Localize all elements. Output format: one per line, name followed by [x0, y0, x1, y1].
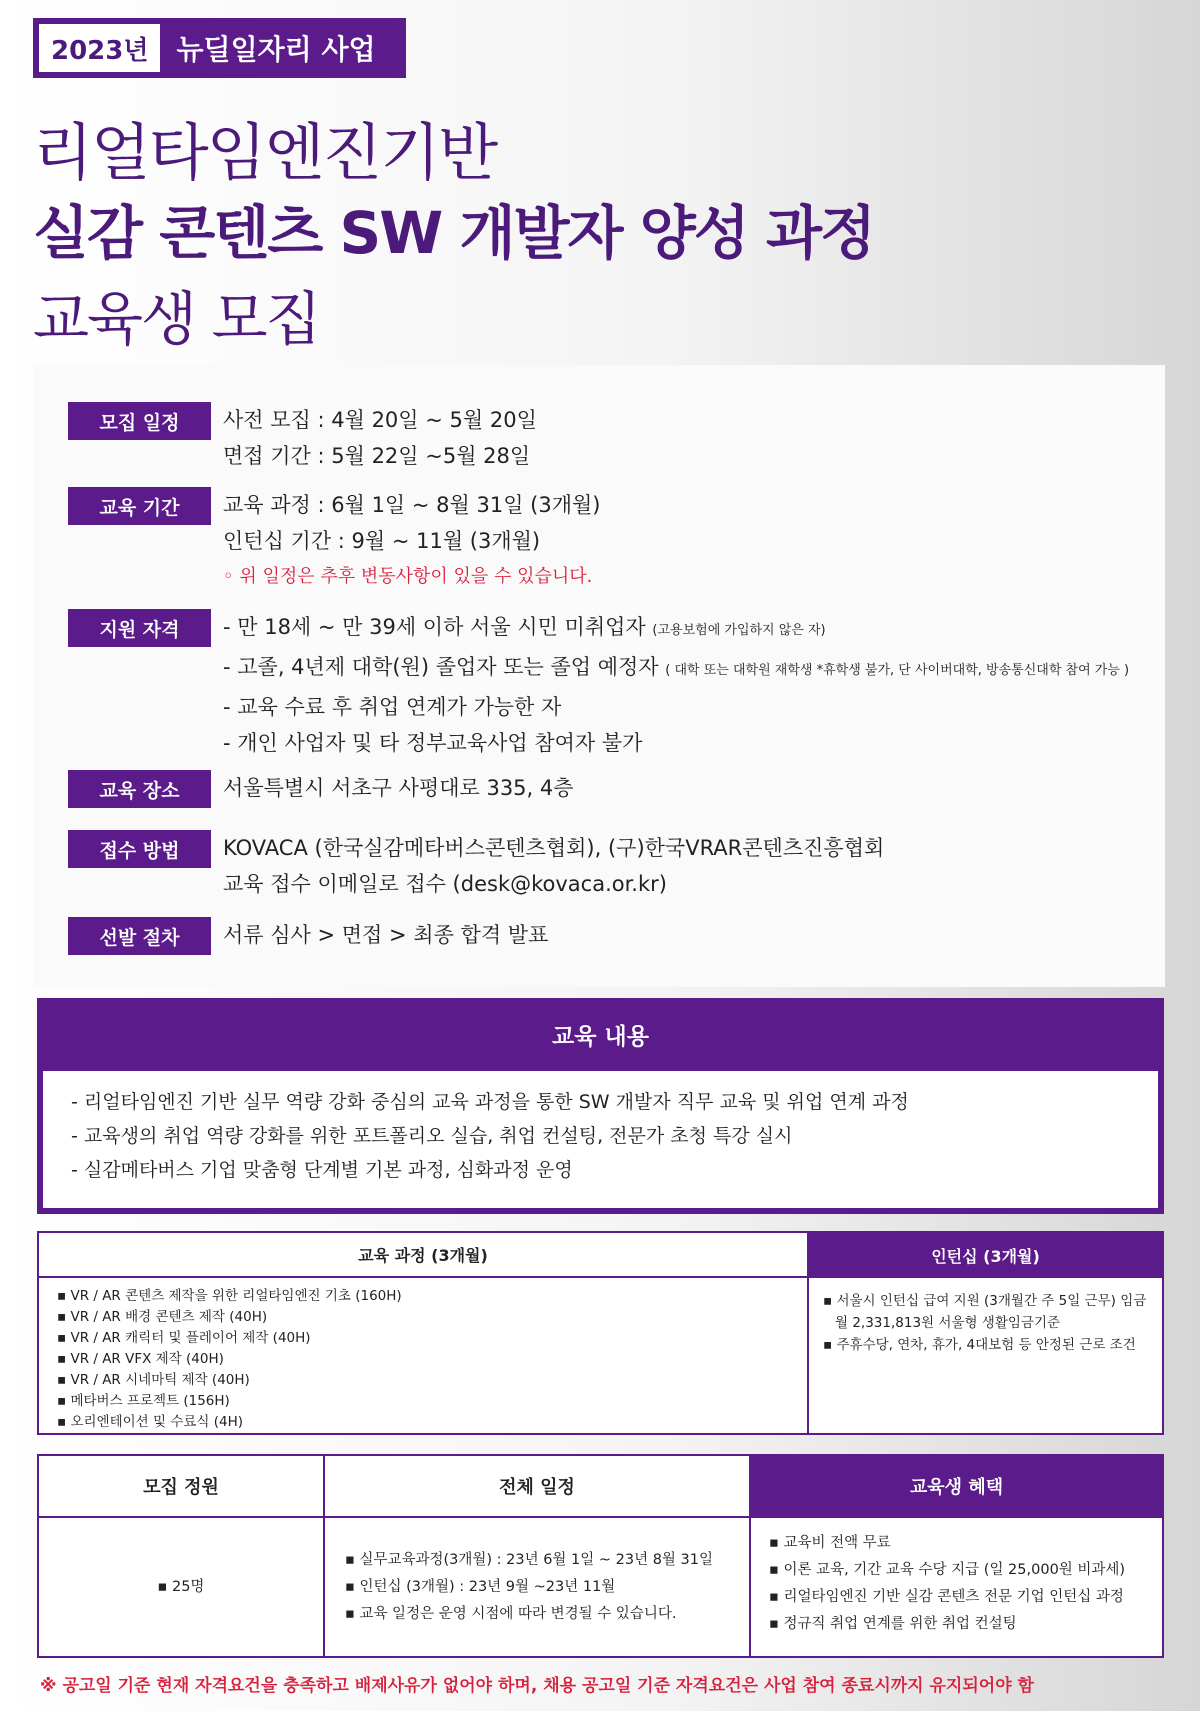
intern-item: ▪ 주휴수당, 연차, 휴가, 4대보험 등 안정된 근로 조건: [823, 1334, 1148, 1356]
apply-line-2: 교육 접수 이메일로 접수 (desk@kovaca.or.kr): [223, 872, 667, 896]
summary-table: [37, 1454, 1164, 1658]
course-item: ▪ VR / AR 시네마틱 제작 (40H): [57, 1370, 789, 1391]
course-column: [39, 1233, 809, 1433]
period-note: ◦ 위 일정은 추후 변동사항이 있을 수 있습니다.: [223, 566, 593, 587]
benefit-item: ▪ 이론 교육, 기간 교육 수당 지급 (일 25,000원 비과세): [769, 1557, 1125, 1584]
intern-item: ▪ 서울시 인턴십 급여 지원 (3개월간 주 5일 근무) 임금 월 2,331,813원 서울형 생활임금기준: [823, 1290, 1148, 1334]
info-label-apply: 접수 방법: [68, 830, 211, 868]
recruit-line-1: 사전 모집 : 4월 20일 ~ 5월 20일: [223, 408, 537, 432]
program-badge: [33, 18, 406, 78]
qualification-line-3: - 교육 수료 후 취업 연계가 가능한 자: [223, 695, 562, 719]
capacity-column: [39, 1456, 325, 1656]
benefits-header: 교육생 혜택: [751, 1456, 1162, 1518]
period-line-2: 인턴십 기간 : 9월 ~ 11월 (3개월): [223, 529, 541, 553]
capacity-item: ▪ 25명: [158, 1574, 205, 1601]
info-label-qualification: 지원 자격: [68, 609, 211, 647]
info-label-selection: 선발 절차: [68, 917, 211, 955]
info-row-selection: [68, 917, 548, 955]
info-row-qualification: [68, 609, 1129, 761]
info-label-location: 교육 장소: [68, 770, 211, 808]
badge-year: 2023년: [39, 24, 160, 72]
intern-list: [809, 1278, 1162, 1368]
course-item: ▪ 오리엔테이션 및 수료식 (4H): [57, 1412, 789, 1433]
info-row-apply: [68, 830, 884, 902]
info-label-recruit: 모집 일정: [68, 402, 211, 440]
course-header: 교육 과정 (3개월): [39, 1233, 807, 1278]
qualification-line-4: - 개인 사업자 및 타 정부교육사업 참여자 불가: [223, 731, 643, 755]
qualification-line-2: - 고졸, 4년제 대학(원) 졸업자 또는 졸업 예정자 ( 대학 또는 대학원 재학생 *휴학생 불가, 단 사이버대학, 방송통신대학 참여 가능 ): [223, 655, 1130, 679]
education-item: - 교육생의 취업 역량 강화를 위한 포트폴리오 실습, 취업 컨설팅, 전문가 초청 특강 실시: [71, 1125, 793, 1147]
info-panel: [33, 365, 1165, 987]
education-content-box: [37, 998, 1164, 1214]
benefits-column: [751, 1456, 1162, 1656]
course-item: ▪ VR / AR 콘텐츠 제작을 위한 리얼타임엔진 기초 (160H): [57, 1286, 789, 1307]
course-list: [39, 1278, 807, 1441]
info-row-period: [68, 487, 600, 595]
recruit-line-2: 면접 기간 : 5월 22일 ~5월 28일: [223, 444, 531, 468]
intern-column: [809, 1233, 1162, 1433]
apply-line-1: KOVACA (한국실감메타버스콘텐츠협회), (구)한국VRAR콘텐츠진흥협회: [223, 836, 885, 860]
schedule-item: ▪ 인턴십 (3개월) : 23년 9월 ~23년 11월: [345, 1574, 713, 1601]
course-table: [37, 1231, 1164, 1435]
course-item: ▪ VR / AR 캐릭터 및 플레이어 제작 (40H): [57, 1328, 789, 1349]
benefit-item: ▪ 리얼타임엔진 기반 실감 콘텐츠 전문 기업 인턴십 과정: [769, 1584, 1125, 1611]
location-line-1: 서울특별시 서초구 사평대로 335, 4층: [223, 776, 574, 800]
intern-header: 인턴십 (3개월): [809, 1233, 1162, 1278]
course-item: ▪ VR / AR VFX 제작 (40H): [57, 1349, 789, 1370]
title-line-2: 실감 콘텐츠 SW 개발자 양성 과정: [33, 199, 875, 267]
info-row-location: [68, 770, 574, 808]
schedule-item: ▪ 교육 일정은 운영 시점에 따라 변경될 수 있습니다.: [345, 1601, 713, 1628]
title-line-3: 교육생 모집: [33, 285, 320, 353]
course-item: ▪ VR / AR 배경 콘텐츠 제작 (40H): [57, 1307, 789, 1328]
info-label-period: 교육 기간: [68, 487, 211, 525]
schedule-item: ▪ 실무교육과정(3개월) : 23년 6월 1일 ~ 23년 8월 31일: [345, 1547, 713, 1574]
benefit-item: ▪ 정규직 취업 연계를 위한 취업 컨설팅: [769, 1611, 1125, 1638]
title-line-1: 리얼타임엔진기반: [33, 116, 497, 189]
qualification-line-1-note: (고용보험에 가입하지 않은 자): [652, 623, 826, 638]
badge-text: 뉴딜일자리 사업: [176, 33, 376, 66]
course-item: ▪ 메타버스 프로젝트 (156H): [57, 1391, 789, 1412]
education-title: 교육 내용: [552, 1024, 649, 1050]
benefit-item: ▪ 교육비 전액 무료: [769, 1530, 1125, 1557]
education-list: [43, 1071, 1158, 1208]
qualification-line-2-note: ( 대학 또는 대학원 재학생 *휴학생 불가, 단 사이버대학, 방송통신대학 참여 가능 ): [665, 663, 1130, 678]
capacity-header: 모집 정원: [39, 1456, 323, 1518]
footer-note: ※ 공고일 기준 현재 자격요건을 충족하고 배제사유가 없어야 하며, 채용 공고일 기준 자격요건은 사업 참여 종료시까지 유지되어야 함: [40, 1676, 1034, 1696]
education-item: - 실감메타버스 기업 맞춤형 단계별 기본 과정, 심화과정 운영: [71, 1159, 573, 1181]
education-item: - 리얼타임엔진 기반 실무 역량 강화 중심의 교육 과정을 통한 SW 개발자 직무 교육 및 위업 연계 과정: [71, 1091, 909, 1113]
selection-line-1: 서류 심사 > 면접 > 최종 합격 발표: [223, 923, 549, 947]
period-line-1: 교육 과정 : 6월 1일 ~ 8월 31일 (3개월): [223, 493, 601, 517]
info-row-recruit: [68, 402, 537, 474]
qualification-line-1: - 만 18세 ~ 만 39세 이하 서울 시민 미취업자 (고용보험에 가입하지 않은 자): [223, 615, 826, 639]
schedule-column: [325, 1456, 751, 1656]
schedule-header: 전체 일정: [325, 1456, 749, 1518]
